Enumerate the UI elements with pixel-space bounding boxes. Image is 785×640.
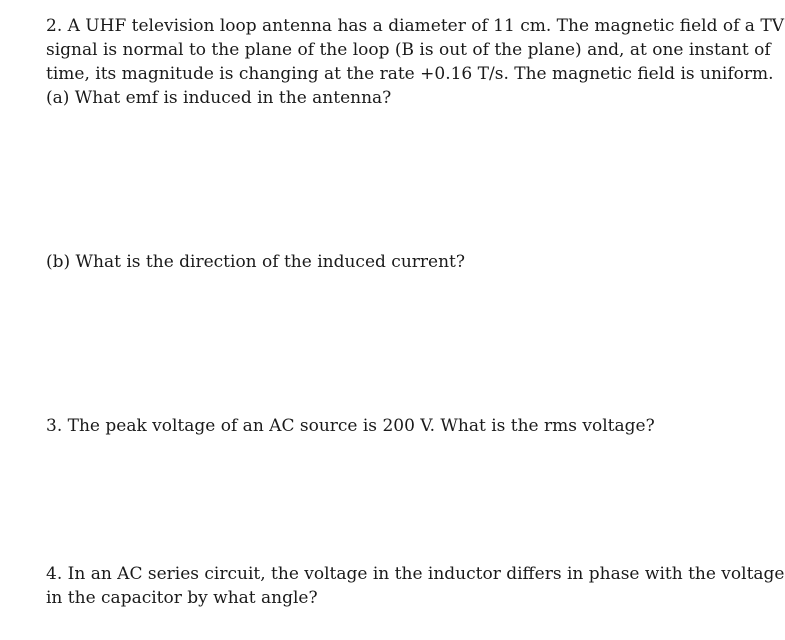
question-4 (46, 562, 785, 610)
question-4-line-1: 4. In an AC series circuit, the voltage in the inductor differs in phase with the voltage (46, 564, 785, 584)
question-2a-prompt: (a) What emf is induced in the antenna? (46, 88, 392, 108)
question-2-line-1: 2. A UHF television loop antenna has a diameter of 11 cm. The magnetic field of a TV (46, 16, 784, 36)
question-2-line-2: signal is normal to the plane of the loop (B is out of the plane) and, at one instant of (46, 40, 771, 60)
question-2b-prompt: (b) What is the direction of the induced current? (46, 252, 465, 272)
question-2 (46, 14, 784, 110)
question-2b (46, 250, 676, 274)
question-4-line-2: in the capacitor by what angle? (46, 588, 318, 608)
question-3-prompt: 3. The peak voltage of an AC source is 200 V. What is the rms voltage? (46, 416, 655, 436)
question-2-line-3: time, its magnitude is changing at the rate +0.16 T/s. The magnetic field is uniform. (46, 64, 774, 84)
question-3 (46, 414, 676, 438)
